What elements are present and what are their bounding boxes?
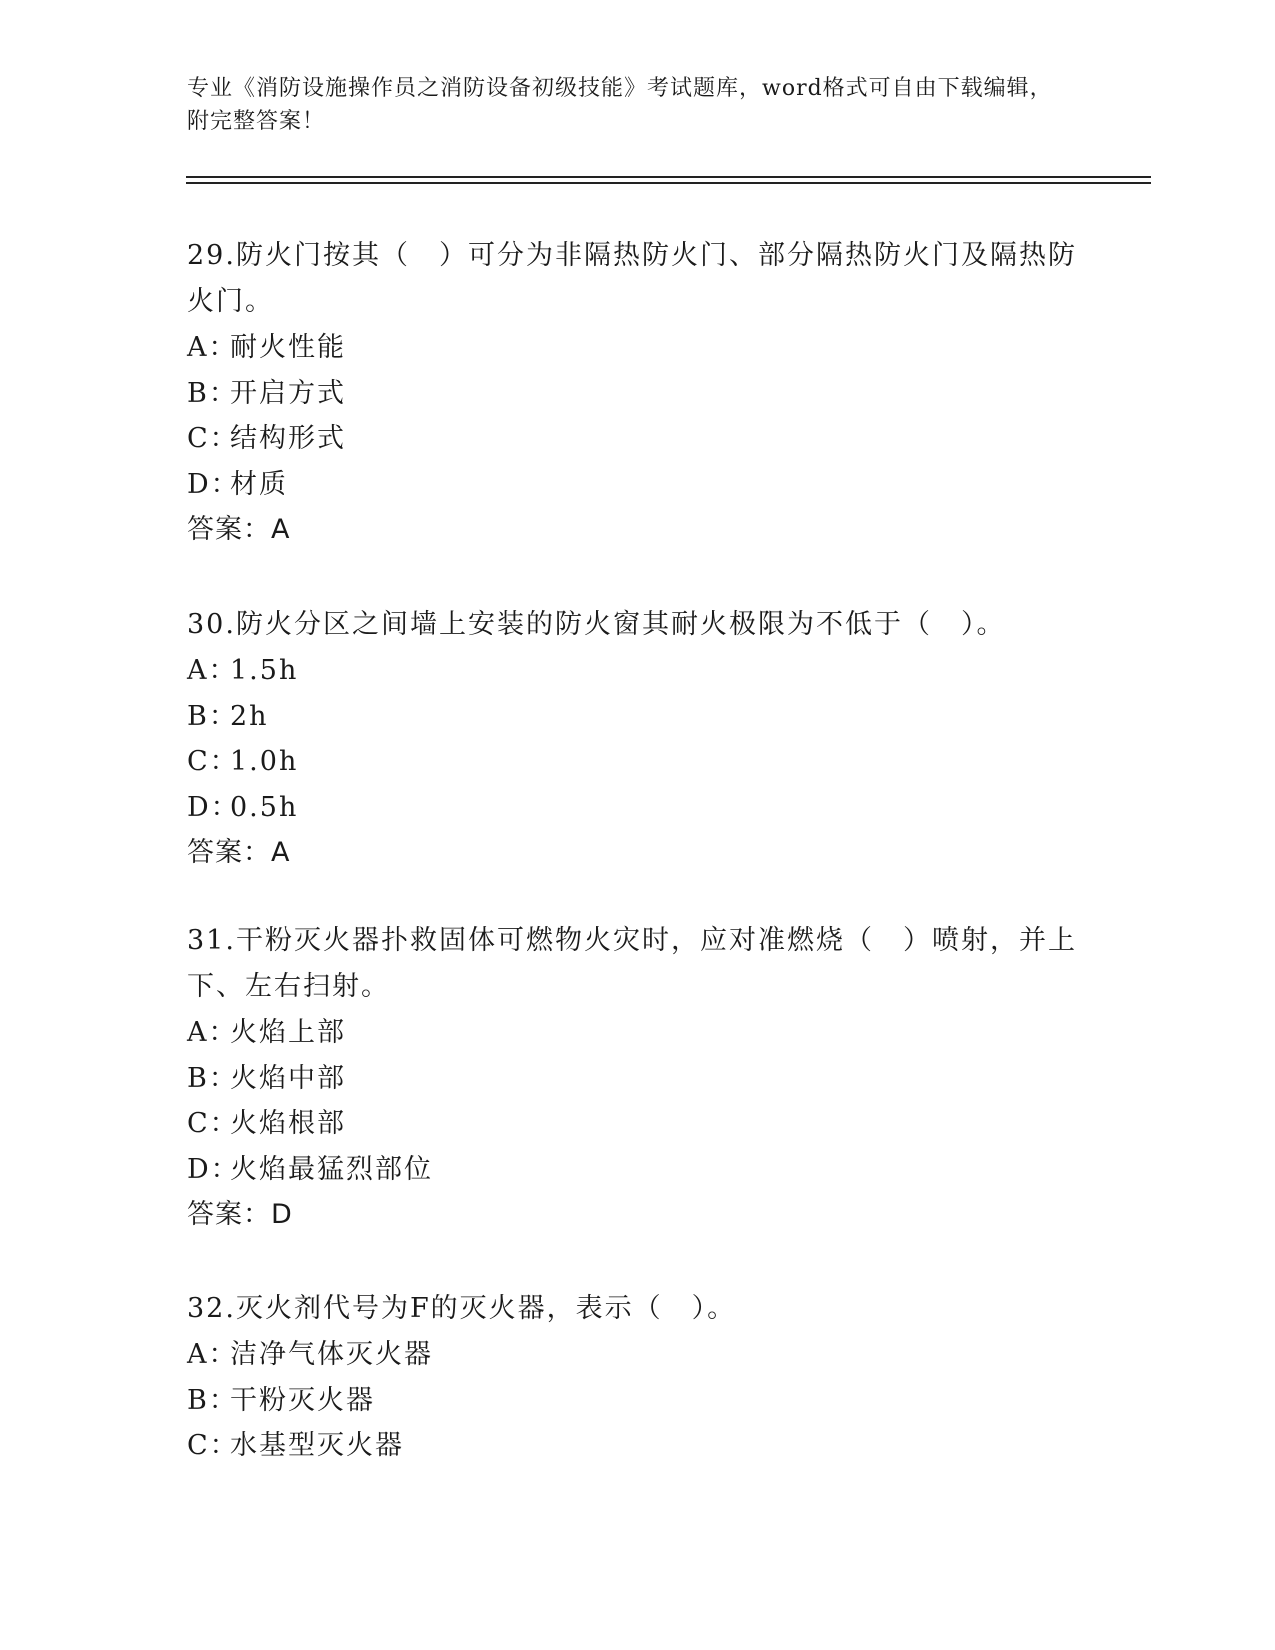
option-b xyxy=(187,1378,1087,1424)
question-30 xyxy=(187,602,1087,875)
option-d xyxy=(187,462,1087,508)
option-a xyxy=(187,325,1087,371)
question-stem: 32.灭火剂代号为F的灭火器，表示（ ）。 xyxy=(187,1293,737,1324)
option-b xyxy=(187,1056,1087,1102)
option-text: 水基型灭火器 xyxy=(230,1430,404,1461)
option-a xyxy=(187,1332,1087,1378)
option-letter: A： xyxy=(187,1339,238,1370)
question-31 xyxy=(187,918,1087,1237)
option-letter: D： xyxy=(187,468,240,500)
option-c xyxy=(187,1423,1087,1469)
option-letter: A： xyxy=(187,332,238,363)
option-b xyxy=(187,694,1087,740)
option-letter: B： xyxy=(187,377,238,409)
answer-line: 答案：A xyxy=(187,837,291,868)
document-header: 专业《消防设施操作员之消防设备初级技能》考试题库，word格式可自由下载编辑，附完整答案！ xyxy=(187,76,1053,134)
option-letter: C： xyxy=(187,746,239,777)
option-letter: A： xyxy=(187,655,238,686)
option-letter: B： xyxy=(187,1384,238,1416)
header-divider-top xyxy=(186,176,1151,178)
option-text: 0.5h xyxy=(230,791,299,823)
question-32 xyxy=(187,1286,1087,1469)
option-letter: B： xyxy=(187,1062,238,1094)
option-letter: D： xyxy=(187,1153,240,1185)
option-text: 开启方式 xyxy=(230,377,346,409)
option-text: 2h xyxy=(230,700,269,732)
option-letter: B： xyxy=(187,700,238,732)
option-text: 耐火性能 xyxy=(230,332,346,363)
option-a xyxy=(187,1010,1087,1056)
question-stem: 29.防火门按其（ ）可分为非隔热防火门、部分隔热防火门及隔热防火门。 xyxy=(187,240,1077,317)
answer-line: 答案：D xyxy=(187,1199,293,1230)
option-text: 材质 xyxy=(230,468,288,500)
option-text: 火焰上部 xyxy=(230,1017,346,1048)
option-text: 干粉灭火器 xyxy=(230,1384,375,1416)
option-letter: A： xyxy=(187,1017,238,1048)
question-29 xyxy=(187,233,1087,552)
question-stem: 30.防火分区之间墙上安装的防火窗其耐火极限为不低于（ ）。 xyxy=(187,609,1006,640)
option-text: 火焰中部 xyxy=(230,1062,346,1094)
question-stem: 31.干粉灭火器扑救固体可燃物火灾时，应对准燃烧（ ）喷射，并上下、左右扫射。 xyxy=(187,925,1077,1002)
option-letter: D： xyxy=(187,791,240,823)
option-text: 洁净气体灭火器 xyxy=(230,1339,433,1370)
header-divider-bottom xyxy=(186,182,1151,184)
answer-line: 答案：A xyxy=(187,514,291,545)
option-d xyxy=(187,785,1087,831)
option-text: 火焰最猛烈部位 xyxy=(230,1153,433,1185)
option-letter: C： xyxy=(187,1108,239,1139)
option-b xyxy=(187,371,1087,417)
option-text: 火焰根部 xyxy=(230,1108,346,1139)
option-c xyxy=(187,416,1087,462)
option-text: 结构形式 xyxy=(230,423,346,454)
option-d xyxy=(187,1147,1087,1193)
option-c xyxy=(187,739,1087,785)
option-text: 1.0h xyxy=(230,746,299,777)
option-a xyxy=(187,648,1087,694)
option-letter: C： xyxy=(187,423,239,454)
option-c xyxy=(187,1101,1087,1147)
option-text: 1.5h xyxy=(230,655,299,686)
option-letter: C： xyxy=(187,1430,239,1461)
